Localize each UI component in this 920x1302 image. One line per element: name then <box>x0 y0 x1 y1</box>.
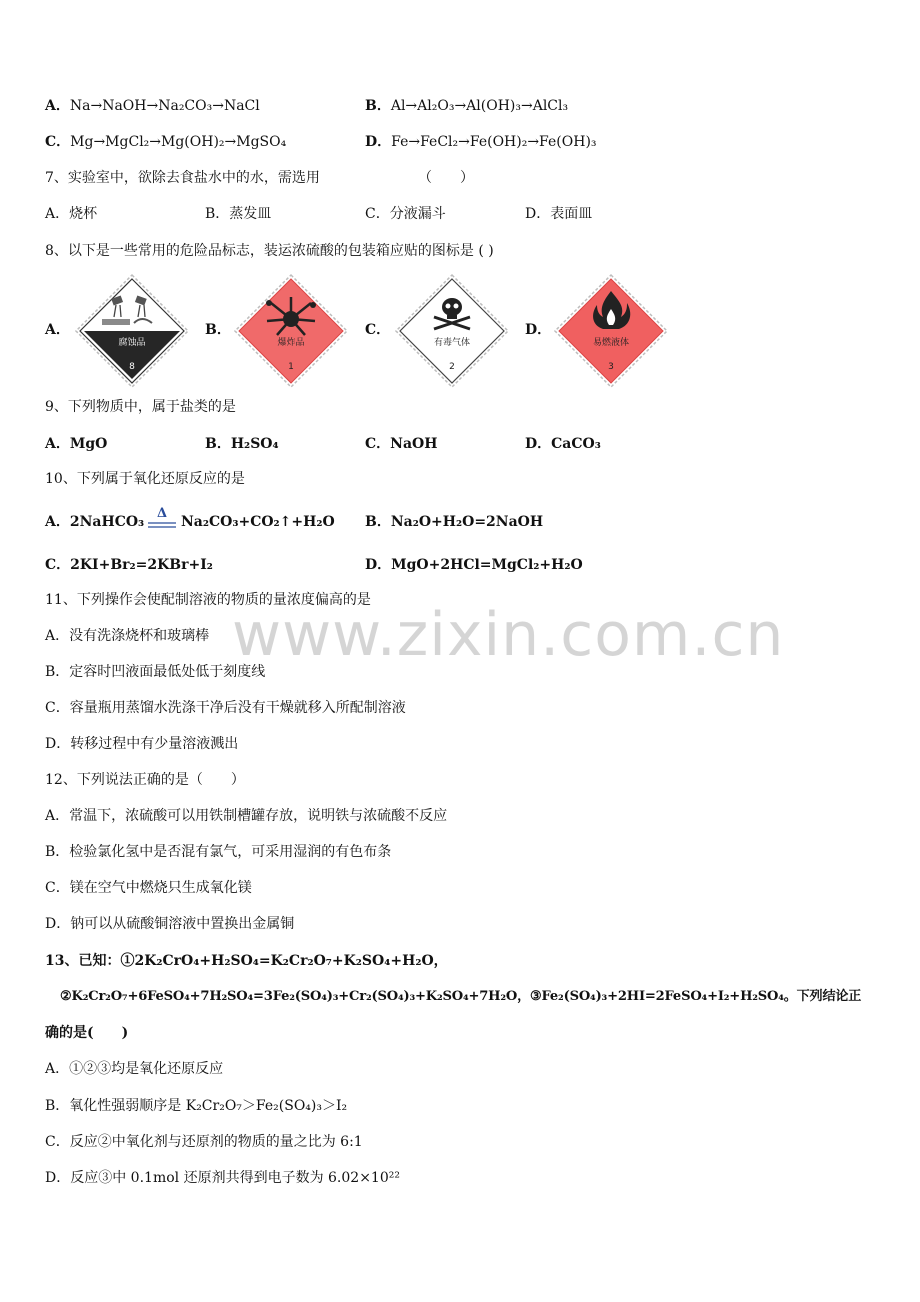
q13-stem-line1: 13、已知：①2K₂CrO₄+H₂SO₄=K₂Cr₂O₇+K₂SO₄+H₂O， <box>45 953 448 969</box>
q8-option-b-label[interactable]: B． <box>205 322 231 338</box>
q10-option-a-right[interactable]: Na₂CO₃+CO₂↑+H₂O <box>181 514 335 530</box>
q7-option-b[interactable]: B．蒸发皿 <box>205 206 272 222</box>
q7-option-c[interactable]: C．分液漏斗 <box>365 206 446 222</box>
q6-a-text: Na→NaOH→Na₂CO₃→NaCl <box>69 98 260 114</box>
q9-option-d[interactable]: D．CaCO₃ <box>525 436 601 452</box>
sign-a-text: 腐蚀品 <box>118 338 146 348</box>
q6-c-text: Mg→MgCl₂→Mg(OH)₂→MgSO₄ <box>70 134 287 150</box>
q8-stem: 8、以下是一些常用的危险品标志，装运浓硫酸的包装箱应贴的图标是 ( ) <box>45 243 494 259</box>
q12-option-d[interactable]: D．钠可以从硫酸铜溶液中置换出金属铜 <box>45 916 295 932</box>
q11-option-c[interactable]: C．容量瓶用蒸馏水洗涤干净后没有干燥就移入所配制溶液 <box>45 700 406 716</box>
q12-option-b[interactable]: B．检验氯化氢中是否混有氯气，可采用湿润的有色布条 <box>45 844 392 860</box>
q10-option-b[interactable]: B．Na₂O+H₂O=2NaOH <box>365 514 544 530</box>
q10-option-a-left[interactable]: A．2NaHCO₃ <box>45 514 145 530</box>
q12-option-a[interactable]: A．常温下，浓硫酸可以用铁制槽罐存放，说明铁与浓硫酸不反应 <box>45 808 448 824</box>
q8-option-c-label[interactable]: C． <box>365 322 391 338</box>
q6-option-b[interactable] <box>365 96 568 116</box>
q6-c-label: C． <box>45 134 71 150</box>
q6-option-a[interactable] <box>45 96 260 116</box>
q7-option-d[interactable]: D．表面皿 <box>525 206 593 222</box>
q6-a-label: A． <box>45 98 70 114</box>
q9-option-a[interactable]: A．MgO <box>45 436 108 452</box>
sign-c-text: 有毒气体 <box>433 338 471 348</box>
sign-b-number: 1 <box>288 362 294 372</box>
q6-option-c[interactable] <box>45 132 286 152</box>
sign-b-text: 爆炸品 <box>277 338 305 348</box>
watermark: www.zixin.com.cn <box>232 600 785 670</box>
q13-option-b[interactable]: B．氧化性强弱顺序是 K₂Cr₂O₇＞Fe₂(SO₄)₃＞I₂ <box>45 1098 348 1114</box>
corrosive-sign-icon[interactable] <box>74 273 190 389</box>
sign-d-number: 3 <box>608 362 614 372</box>
q11-option-a[interactable]: A．没有洗涤烧杯和玻璃棒 <box>45 628 210 644</box>
q12-stem: 12、下列说法正确的是（ ） <box>45 772 245 788</box>
q10-option-c[interactable]: C．2KI+Br₂=2KBr+I₂ <box>45 557 213 573</box>
q10-option-d[interactable]: D．MgO+2HCl=MgCl₂+H₂O <box>365 557 583 573</box>
q11-stem: 11、下列操作会使配制溶液的物质的量浓度偏高的是 <box>45 592 371 608</box>
q13-stem-line3: 确的是( ) <box>45 1025 129 1041</box>
q6-b-text: Al→Al₂O₃→Al(OH)₃→AlCl₃ <box>390 98 569 114</box>
q9-option-c[interactable]: C．NaOH <box>365 436 438 452</box>
delta-symbol: Δ <box>156 506 168 521</box>
q11-option-b[interactable]: B．定容时凹液面最低处低于刻度线 <box>45 664 266 680</box>
q7-answer-blank[interactable]: （ ） <box>418 170 474 186</box>
sign-a-number: 8 <box>129 362 135 372</box>
toxic-gas-sign-icon[interactable] <box>394 273 510 389</box>
q9-option-b[interactable]: B．H₂SO₄ <box>205 436 279 452</box>
q6-d-text: Fe→FeCl₂→Fe(OH)₂→Fe(OH)₃ <box>391 134 597 150</box>
sign-c-number: 2 <box>449 362 455 372</box>
q6-b-label: B． <box>365 98 391 114</box>
sign-d-text: 易燃液体 <box>592 338 630 348</box>
q13-stem-line2: ②K₂Cr₂O₇+6FeSO₄+7H₂SO₄=3Fe₂(SO₄)₃+Cr₂(SO₄)₃+K₂SO₄+7H₂O，③Fe₂(SO₄)₃+2HI=2FeSO₄+I₂+H₂SO₄。下列结论正 <box>60 989 862 1004</box>
q6-option-d[interactable] <box>365 132 597 152</box>
q8-option-d-label[interactable]: D． <box>525 322 552 338</box>
q13-option-c[interactable]: C．反应②中氧化剂与还原剂的物质的量之比为 6:1 <box>45 1134 363 1150</box>
q6-d-label: D． <box>365 134 392 150</box>
q11-option-d[interactable]: D．转移过程中有少量溶液溅出 <box>45 736 239 752</box>
q12-option-c[interactable]: C．镁在空气中燃烧只生成氧化镁 <box>45 880 252 896</box>
heat-delta-icon <box>146 506 178 532</box>
q9-stem: 9、下列物质中，属于盐类的是 <box>45 399 236 415</box>
q8-option-a-label[interactable]: A． <box>45 322 70 338</box>
flammable-liquid-sign-icon[interactable] <box>553 273 669 389</box>
q13-option-a[interactable]: A．①②③均是氧化还原反应 <box>45 1061 224 1077</box>
q7-stem: 7、实验室中，欲除去食盐水中的水，需选用 <box>45 170 320 186</box>
q10-stem: 10、下列属于氧化还原反应的是 <box>45 471 245 487</box>
q7-option-a[interactable]: A．烧杯 <box>45 206 98 222</box>
q13-option-d[interactable]: D．反应③中 0.1mol 还原剂共得到电子数为 6.02×10²² <box>45 1170 400 1186</box>
explosive-sign-icon[interactable] <box>233 273 349 389</box>
